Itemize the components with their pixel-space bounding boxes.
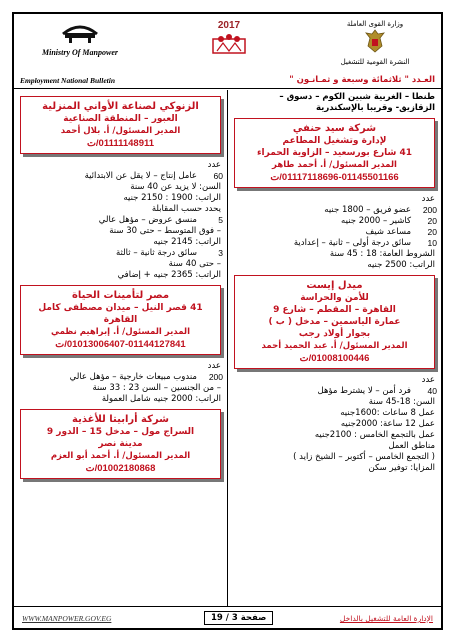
company-name: الزنوكي لصناعة الأواني المنزلية xyxy=(42,101,199,112)
company-phone: 01013006407-01144127841/ت xyxy=(55,339,186,350)
page-footer xyxy=(14,608,441,630)
column-divider xyxy=(227,90,228,606)
job-conditions: الشروط العامة: 18 : 45 سنة xyxy=(329,249,435,259)
company-box-zanouki xyxy=(20,96,221,154)
intro-text xyxy=(232,92,437,114)
company-address: مدينة نصر xyxy=(98,439,143,449)
intro-line: طنطا – الغربية شبين الكوم – دسوق – xyxy=(279,92,435,102)
job-title: سائق درجة أولى – ثانية – إعدادية xyxy=(293,238,411,248)
company-manager: المدير المسئول/ أ. بلال أحمد xyxy=(60,126,181,136)
job-row xyxy=(232,205,437,216)
bulletin-page xyxy=(12,12,443,630)
job-detail: عمل 8 ساعات :1600جنيه xyxy=(340,408,435,418)
job-row xyxy=(232,386,437,397)
job-count: 40 xyxy=(427,386,437,396)
job-title: مندوب مبيعات خارجية – مؤهل عالي xyxy=(69,372,197,382)
job-row xyxy=(18,248,223,259)
job-title: مساعد شيف xyxy=(365,227,411,237)
company-line: لإدارة وتشغيل المطاعم xyxy=(282,136,387,146)
job-detail: – من الجنسين – السن 23 : 33 سنة xyxy=(92,383,221,393)
year-block xyxy=(164,20,294,61)
job-count: 5 xyxy=(218,215,223,225)
eagle-emblem-icon xyxy=(364,28,386,54)
jobs-list-2 xyxy=(232,375,437,474)
jobs-list-3 xyxy=(18,160,223,281)
ministry-logo-icon xyxy=(59,20,101,44)
job-row xyxy=(18,372,223,383)
job-count: 60 xyxy=(213,171,223,181)
bulletin-year: 2017 xyxy=(217,20,241,31)
job-detail: – حتى 40 سنة xyxy=(168,259,221,269)
job-detail: الراتب: 2145 جنيه xyxy=(153,237,221,247)
job-detail: السن: 18-45 سنة xyxy=(368,397,435,407)
company-phone: 01002180868/ت xyxy=(85,463,156,474)
company-address: القاهرة – المقطم – شارع 9 xyxy=(273,305,396,315)
job-detail: الراتب: 2365 جنيه + إضافي xyxy=(117,270,221,280)
company-line: للأمن والحراسة xyxy=(300,293,369,303)
ministry-en-block xyxy=(20,20,140,57)
company-name: شركة سيد حنفي xyxy=(292,123,377,134)
job-detail: عمل 12 ساعة: 2000جنيه xyxy=(340,419,435,429)
company-address: 41 شارع بورسعيد – الزاوية الحمراء xyxy=(256,148,413,158)
count-label: عدد xyxy=(421,375,435,385)
department-name: الإدارة العامة للتشغيل بالداخل xyxy=(339,614,433,623)
website-link[interactable]: WWW.MANPOWER.GOV.EG xyxy=(22,614,112,623)
issue-number-ar: العـدد " ثلاثمائة وسبعة و ثمـانـون " xyxy=(289,75,435,85)
page-number: صفحة 3 / 19 xyxy=(204,611,273,625)
job-detail: ( التجمع الخامس – أكتوبر – الشيخ زايد ) xyxy=(293,452,435,462)
company-box-sayed-hanafi xyxy=(234,118,435,188)
intro-line: الزقازيق- وقريبا بالإسكندرية xyxy=(316,103,435,113)
ministry-name-en: Ministry Of Manpower xyxy=(41,48,118,57)
count-label: عدد xyxy=(207,160,221,170)
job-count: 200 xyxy=(422,205,437,215)
company-phone: 01111148911/ت xyxy=(86,138,155,149)
job-row xyxy=(232,216,437,227)
job-row xyxy=(232,238,437,249)
bulletin-emblem-icon xyxy=(209,31,249,57)
job-salary: الراتب: 2500 جنيه xyxy=(367,260,435,270)
company-address: العبور – المنطقة الصناعية xyxy=(63,114,178,124)
count-label: عدد xyxy=(421,194,435,204)
job-count: 10 xyxy=(427,238,437,248)
company-phone: 01008100446/ت xyxy=(299,353,370,364)
ministry-name-ar: وزارة القوى العاملة xyxy=(346,20,404,28)
job-detail: الراتب: 1900 : 2150 جنيه xyxy=(123,193,221,203)
company-manager: المدير المسئول/ أ. أحمد طاهر xyxy=(272,160,397,170)
count-label: عدد xyxy=(207,361,221,371)
company-manager: المدير المسئول/ أ. عبد الحميد أحمد xyxy=(261,341,408,351)
company-phone: 01117118696-01145501166/ت xyxy=(270,172,399,183)
job-title: فرد أمن – لا يشترط مؤهل xyxy=(317,386,411,396)
company-name: ميدل إيست xyxy=(306,280,363,291)
right-column xyxy=(232,92,437,474)
company-manager: المدير المسئول/ أ. إبراهيم نظمي xyxy=(50,327,190,337)
ministry-ar-block xyxy=(315,20,435,66)
job-count: 200 xyxy=(208,372,223,382)
job-title: عضو فريق – 1800 جنيه xyxy=(324,205,411,215)
job-detail: المزايا: توفير سكن xyxy=(368,463,435,473)
left-column xyxy=(18,92,223,485)
job-title: عامل إنتاج – لا يقل عن الابتدائية xyxy=(84,171,197,181)
company-address: بجوار أولاد رجب xyxy=(298,329,371,339)
job-detail: – فوق المتوسط – حتى 30 سنة xyxy=(109,226,221,236)
company-address: السراج مول – مدخل 15 – الدور 9 xyxy=(46,427,195,437)
company-name: شركة أرابيتا للأغذية xyxy=(72,414,169,425)
company-manager: المدير المسئول/ أ. أحمد أبو العزم xyxy=(50,451,191,461)
bulletin-title-bar xyxy=(20,74,435,86)
company-address: عمارة الياسمين – مدخل ( ب ) xyxy=(268,317,401,327)
job-detail: مناطق العمل xyxy=(388,441,435,451)
job-detail: يحدد حسب المقابلة xyxy=(151,204,221,214)
job-row xyxy=(18,171,223,182)
company-name: مصر لتأمينات الحياة xyxy=(71,290,170,301)
job-row xyxy=(232,227,437,238)
job-title: منسق عروض – مؤهل عالي xyxy=(98,215,197,225)
header-divider xyxy=(14,88,441,89)
job-row xyxy=(18,215,223,226)
job-detail: عمل بالتجمع الخامس : 2100جنيه xyxy=(314,430,435,440)
bulletin-title-en: Employment National Bulletin xyxy=(20,75,116,85)
job-detail: السن: لا يزيد عن 40 سنة xyxy=(130,182,221,192)
company-address: 41 قصر النيل – ميدان مصطفى كامل xyxy=(38,303,203,313)
company-box-misr-life xyxy=(20,285,221,355)
footer-divider xyxy=(14,606,441,607)
page-header xyxy=(14,14,441,88)
job-detail: الراتب: 2000 جنيه شامل العمولة xyxy=(101,394,221,404)
job-count: 3 xyxy=(218,248,223,258)
company-box-middle-east xyxy=(234,275,435,369)
ministry-sub-ar: النشرة القومية للتشغيل xyxy=(340,58,410,66)
job-title: كاشير – 2000 جنيه xyxy=(341,216,411,226)
job-title: سائق درجة ثانية – ثالثة xyxy=(115,248,197,258)
jobs-list-4 xyxy=(18,361,223,405)
company-address: القاهرة xyxy=(103,315,138,325)
jobs-list-1 xyxy=(232,194,437,271)
company-box-arabita xyxy=(20,409,221,479)
job-count: 20 xyxy=(427,216,437,226)
job-count: 20 xyxy=(427,227,437,237)
